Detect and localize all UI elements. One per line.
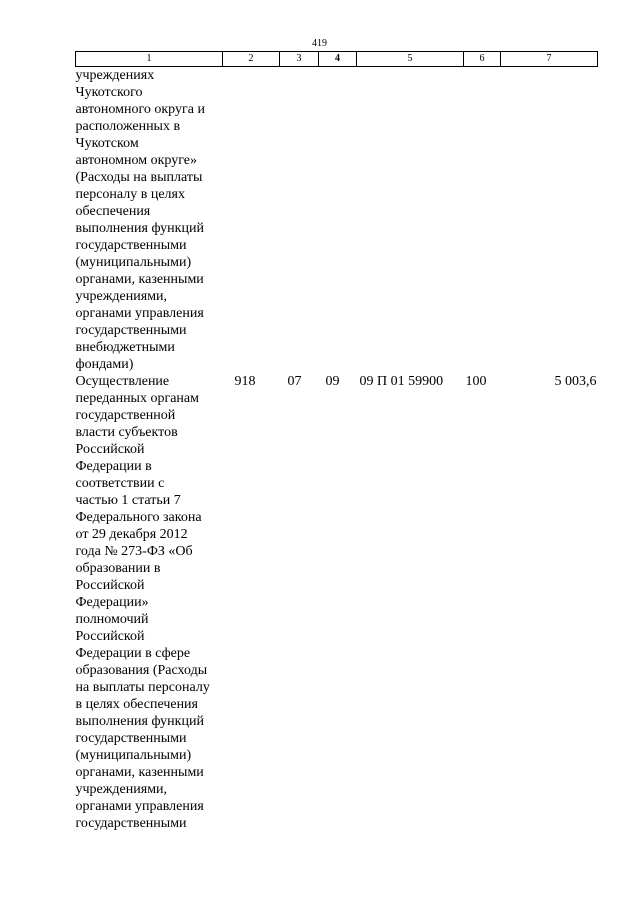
row-amount: 5 003,6 xyxy=(554,374,597,389)
row-csr xyxy=(357,67,464,374)
row-pr: 09 xyxy=(325,374,340,389)
table-body xyxy=(76,67,598,833)
row-csr: 09 П 01 59900 xyxy=(359,374,444,389)
row-description: Осуществление переданных органам государственной власти субъектов Российской Федерации в соответствии с частью 1 статьи 7 Федерального закона от 29 декабря 2012 года № 273-ФЗ «Об образовании в Российской Федерации» полномочий Российской Федерации в сфере образования (Расходы на выплаты персоналу в целях обеспечения выполнения функций государственными (муниципальными) органами, казенными учреждениями, органами управления государственными xyxy=(75,374,210,831)
table-row xyxy=(76,67,598,374)
header-col-5: 5 xyxy=(357,52,464,67)
row-rz: 07 xyxy=(287,374,302,389)
row-rz xyxy=(280,67,319,374)
row-amount xyxy=(501,67,598,374)
row-gr: 918 xyxy=(234,374,256,389)
budget-table xyxy=(75,51,598,832)
header-col-2: 2 xyxy=(223,52,280,67)
table-header xyxy=(76,52,598,67)
row-pr xyxy=(319,67,357,374)
header-col-1: 1 xyxy=(76,52,223,67)
header-row xyxy=(76,52,598,67)
page-number: 419 xyxy=(312,38,327,49)
header-col-4: 4 xyxy=(319,52,357,67)
table-row xyxy=(76,373,598,832)
row-description: учреждениях Чукотского автономного округа и расположенных в Чукотском автономном округе» (Расходы на выплаты персоналу в целях обеспечения выполнения функций государственными (муниципальными) органами, казенными учреждениями, органами управления государственными внебюджетными фондами) xyxy=(75,68,205,372)
header-col-6: 6 xyxy=(464,52,501,67)
row-vr: 100 xyxy=(465,374,487,389)
row-gr xyxy=(223,67,280,374)
header-col-3: 3 xyxy=(280,52,319,67)
row-vr xyxy=(464,67,501,374)
header-col-7: 7 xyxy=(501,52,598,67)
